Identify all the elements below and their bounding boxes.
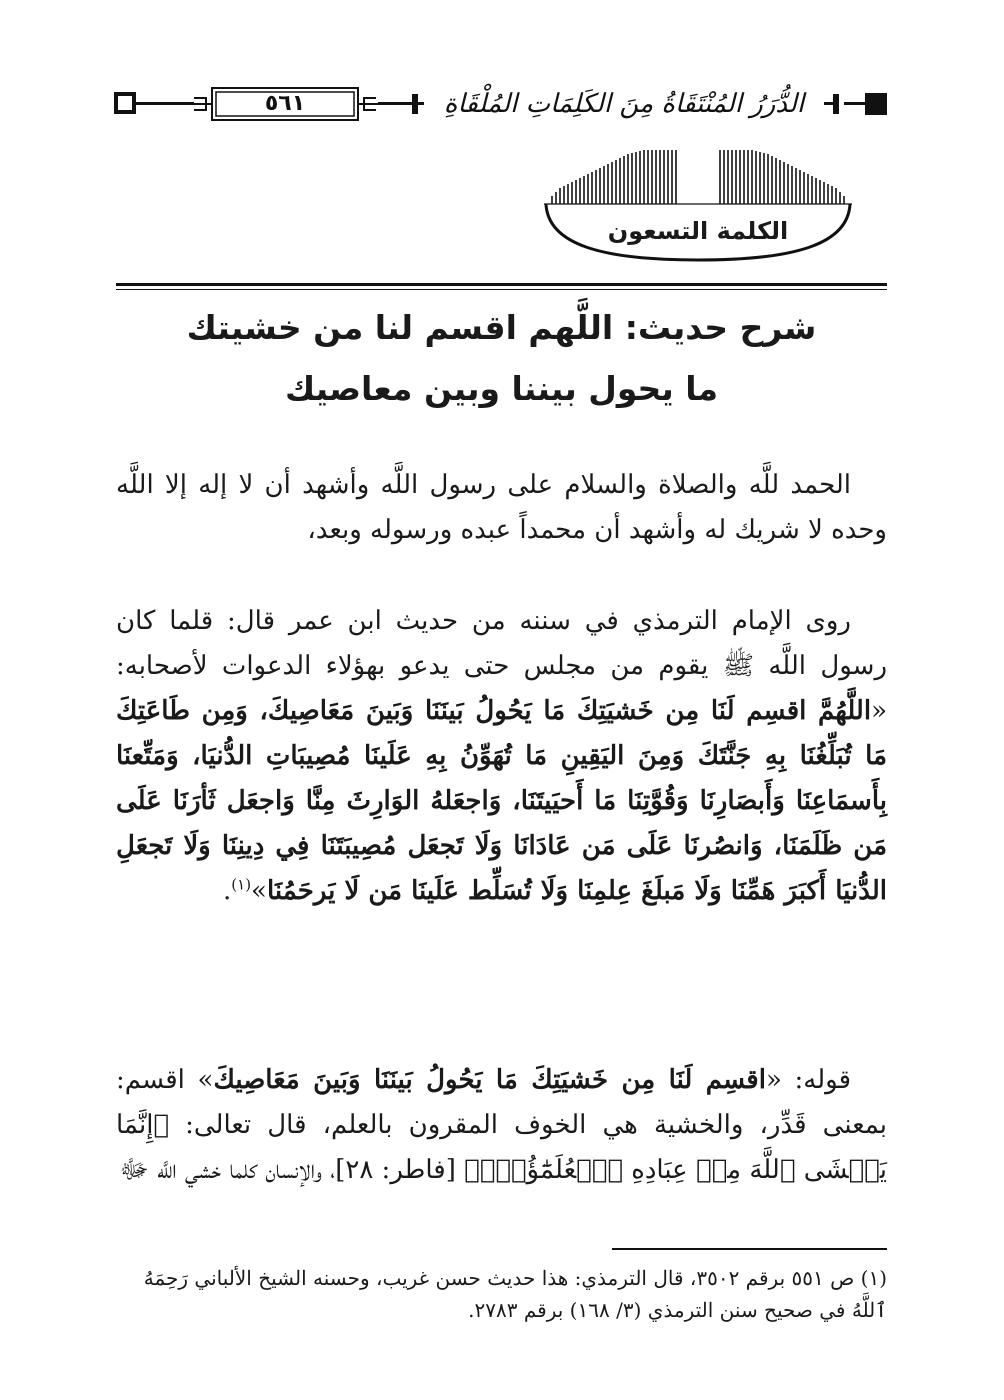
commentary-text: » اقسم: بمعنى قَدِّر، والخشية هي الخوف المقرون بالعلم، قال تعالى: ﴿إِنَّمَا يَخۡشَى ٱللَّهَ مِنۡ عِبَادِهِ ٱلۡعُلَمَٰٓؤُاْۗ﴾ [فاطر: ٢٨]، والإنسان كلما خشي اللَّه ﷻ bbox=[116, 1065, 887, 1185]
hadith-paragraph bbox=[116, 599, 887, 914]
header-ornament-bar bbox=[833, 94, 839, 114]
opening-paragraph bbox=[116, 463, 887, 553]
chapter-badge bbox=[540, 148, 856, 268]
hadith-text: اللَّهُمَّ اقسِم لَنَا مِن خَشيَتِكَ مَا يَحُولُ بَينَنَا وَبَينَ مَعَاصِيكَ، وَمِن طَاعَتِكَ مَا تُبَلِّغُنَا بِهِ جَنَّتَكَ وَمِنَ اليَقِينِ مَا تُهَوِّنُ بِهِ عَلَينَا مُصِيبَاتِ الدُّنيَا، وَمَتِّعنَا بِأَسمَاعِنَا وَأَبصَارِنَا وَقُوَّتِنَا مَا أَحيَيتَنَا، وَاجعَلهُ الوَارِثَ مِنَّا وَاجعَل ثَأرَنَا عَلَى مَن ظَلَمَنَا، وَانصُرنَا عَلَى مَن عَادَانَا وَلَا تَجعَل مُصِيبَتَنَا فِي دِينِنَا وَلَا تَجعَلِ الدُّنيَا أَكبَرَ هَمِّنَا وَلَا مَبلَغَ عِلمِنَا وَلَا تُسَلِّط عَلَينَا مَن لَا يَرحَمُنَا bbox=[116, 696, 887, 906]
chapter-badge-frame-icon bbox=[540, 148, 856, 268]
running-header bbox=[112, 86, 887, 126]
footnote: (١) ص ٥٥١ برقم ٣٥٠٢، قال الترمذي: هذا حديث حسن غريب، وحسنه الشيخ الألباني رَحِمَهُ ٱللَّهُ في صحيح سنن الترمذي (٣/ ١٦٨) برقم ٢٧٨٣. bbox=[143, 1266, 887, 1322]
hadith-intro: روى الإمام الترمذي في سننه من حديث ابن عمر قال: قلما كان رسول اللَّه ﷺ يقوم من مجلس حتى يدعو بهؤلاء الدعوات لأصحابه: « bbox=[116, 606, 887, 726]
header-rule bbox=[378, 102, 412, 105]
hadith-end: . bbox=[223, 876, 232, 906]
section-divider bbox=[116, 283, 887, 286]
header-ornament-right bbox=[865, 93, 887, 115]
section-divider bbox=[116, 289, 887, 290]
opening-text: الحمد للَّه والصلاة والسلام على رسول اللَّه وأشهد أن لا إله إلا اللَّه وحده لا شريك له وأشهد أن محمداً عبده ورسوله وبعد، bbox=[116, 470, 887, 545]
commentary-paragraph bbox=[116, 1058, 887, 1193]
page-number-frame bbox=[192, 86, 378, 122]
title-line-1: شرح حديث: اللَّهم اقسم لنا من خشيتك bbox=[186, 308, 817, 347]
commentary-quote: اقسِم لَنَا مِن خَشيَتِكَ مَا يَحُولُ بَينَنَا وَبَينَ مَعَاصِيكَ bbox=[213, 1065, 766, 1095]
header-rule bbox=[136, 102, 194, 105]
running-title: الدُّرَرُ المُنْتَقَاةُ مِنَ الكَلِمَاتِ المُلْقَاةِ bbox=[443, 89, 805, 119]
title-line-2: ما يحول بيننا وبين معاصيك bbox=[284, 369, 719, 408]
footnote-divider bbox=[612, 1248, 887, 1250]
commentary-intro: قوله: « bbox=[765, 1065, 851, 1095]
chapter-label: الكلمة التسعون bbox=[607, 217, 789, 245]
footnote-ref[interactable]: (١) bbox=[231, 875, 252, 894]
page-number: ٥٦١ bbox=[264, 91, 306, 116]
hadith-close-quote: » bbox=[251, 876, 267, 906]
header-ornament-left bbox=[114, 92, 136, 114]
